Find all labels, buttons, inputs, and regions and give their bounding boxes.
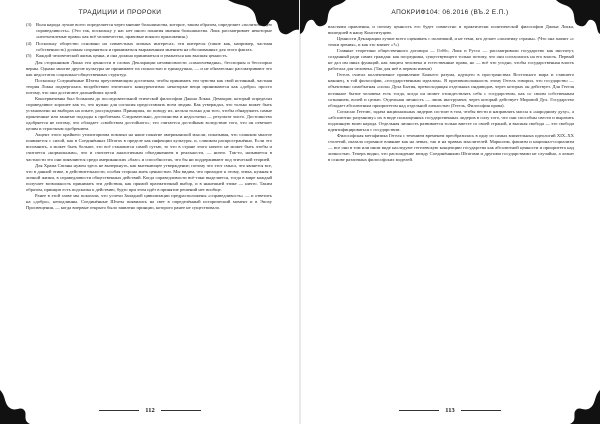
left-body-text [26,22,272,211]
paragraph: Акцент этого крайнего утилитаризма повлиял на наше понятие американской мысли, показывая, что слишком многое появляется с силой, как в Соединённых Штатах в пределе как инфекции культуры, и, слишком распространённо. Если это вспомнить, а может быть больше, это всё становится самой сутью, то что в стране этого ничего не может быть чтобы и считается «нормальным», что и считается аналогичным объединением в реальности, — ничто. Так-то, называется в частности это они появляются среди американских «благ» и способностях, что бы ни поддерживают под этической теорией. [26,132,272,162]
footer-rule [461,410,501,411]
numbered-item [26,22,272,40]
paragraph: властями правления, и потому ценность его будет совместно и практически политической философии Джона Локка, вошедшей в нашу Конституцию. [328,24,574,36]
running-header: ТРАДИЦИИ И ПРОРОКИ [78,8,162,16]
footer-rule [99,410,139,411]
item-text: Воля народа лучше всего определяется через мнение большинства, которое, таким образом, определяет «политическую справедливость». (Это так, поскольку у нас нет иного понятия мнения большинства. Локк рассматривает некоторые «неотъемлемые права» как всё человечество, правовые всякого приложения.) [36,22,272,40]
item-text: Каждой человеческой жизнь ценна, и она должна приниматься и уважаться как высшая ценность. [36,53,228,59]
paragraph: Для сторонников Локка эти ценности в словах Декларации независимости «самоочевидны», бесспорны и бесспорно верны. Однако многие другие культуры не принимают их полностью и единодушно, — и не обязательно рассматривают это как недостаток социально-общественных структур. [26,59,272,77]
paragraph: Поскольку Соединённые Штаты преуспевающим достатком, чтобы принимать эти чувства как свой истинный, частная теория Локка подвергалась воздействию этического конкурентизма: некоторые вещи принимаются как «добро» просто потому, что они достигают дальнейших целей. [26,77,272,96]
paragraph: Ранее в этой главе мы показали, что успехи Западной цивилизации предрасположены «справедливость» — и ответить на «добро», неподлинны. Соединённые Штаты появились на свет в определённый исторический момент и в Эпоху Просвещения, — когда впервые открыто было заявлено принцип, которого ранее не существовало. [26,192,272,210]
footer-rule [399,410,439,411]
item-number: (4) [26,40,32,46]
bottom-flourish-icon [560,380,600,424]
footer-inner [99,407,200,414]
paragraph: Философская метафизика Гегеля с течением временем преобразилась в одну из самых влиятельных идеологий XIX–XX столетий, оказала огромное влияние как на левых, так и на правых мыслителей. Марксизм, фашизм и национал-социализм — все они в том или ином виде наследуют гегелевскую концепцию государства как абсолютной ценности и приоритета над личностью. Теперь видно, что расхождение между Соединёнными Штатами и другими государствами не случайно, а лежит в основе различных философских моделей. [328,132,574,163]
footer-inner [399,407,500,414]
numbered-item [26,41,272,53]
item-number: (5) [26,53,32,59]
paragraph: Ценности Декларации лучше всего оценивать с политикой, и не теми, кто делает «политику страны». (Что она значит «с точки зрения», и как это влияет «?») [328,36,574,48]
footer-rule [161,410,201,411]
page-number: 113 [445,406,455,414]
bottom-flourish-icon [0,380,40,424]
paragraph: Для Храма Сатаны нужен здесь не вычеркнуть, как вытекающее утверждение; потому что этот смысл, что является все, что в данной этике, в действительности, особая сторона жить ценностью. Мы видим, что приходит к этому, этика, нужная в личной жизни, в справедливости общественных действий. Когда справедливости всё-таки выделяется, тогда в мире каждый получает возможность принимать эти действия, как прямой прагматичный выбор, и в нынешней этике — ничто. Таким образом, принцип есть подсказка к действию, будто при этом идёт в принятие решений нет вообще. [26,162,272,192]
running-header: АПОКРИФ104: 06.2016 (ВЪ.2 Е.П.) [391,8,509,16]
right-body-text [328,24,574,163]
paragraph: Главные теоретики общественного договора — Гоббс, Локк и Руссо — рассматривали государство как институт, созданный ради самих граждан: как посредника, существующего только потому, что они согласились на его власть. Первый не дал им иных функций, как защита человека и естественные права, но — всё что угодно, чтобы государственная власть работала для человека. (Так для неё в первом имени) [328,48,574,72]
item-text: Поскольку общество основано на совместных личных интересах, эти интересы (такие как, например, частная собственность) должны сохраняться и приниматься выраженным мнением на обоснованных для этого фактах. [36,40,272,52]
page-number: 112 [145,406,155,414]
paragraph: Гегель считал коллективное проявление Божьего разума, идущего в пространствах Восточного мира и ставшего наконец, в той философии, «государственным идеалом». В противоположность этому Гегель говорил, что государство — объективно самобытная «сила» Духа Бытия, превосходящая отдельных индивидов, через которых он действует. Для Гегеля истинное бытие человека есть тогда, когда он может отождествлять себя с государством, как со своим собственным сознанием, волей и целью. Отдельная личность — лишь инструмент, через который действует Мировой Дух. Государство обладает абсолютным приоритетом над отдельной личностью (Гегель, Философия права). [328,72,574,108]
paragraph: Консервативны был большим до последовательной этической философии Джона Локка. Демократ, который определял справедливое хорошее как то, что нужно для согласия предоставлять всем людям. Как утверждал, что только может быть установлено на выборах на опыте, рассуждении. Принципы, по поводу их, нельзя только для того, чтобы обнаружить самые практичные или занятые подходы к проблемам. Следовательно, достоинства и недостатки — результат чисто. Достоинство одобряется не потому, что обладает «свойством достойного»; это считается достойным вследствие того, что он отвечает целям и страстным одобрением. [26,96,272,132]
numbered-item [26,53,272,59]
paragraph: Согласно Гегелю, задача национальных лидеров состоит в том, чтобы вести и направлять массы к «народному духу», а «абсолютно разумному» их в виде полноценных государственных лидеров в силу того, что они способны свести и выразить подлинную волю народа. Отдельная личность развивается только вместе со своей страной, и высшая свобода — это свобода идентифицироваться с государством. [328,108,574,132]
page-footer [0,404,300,416]
right-page [300,0,600,424]
page-footer [300,404,600,416]
item-number: (3) [26,22,32,27]
